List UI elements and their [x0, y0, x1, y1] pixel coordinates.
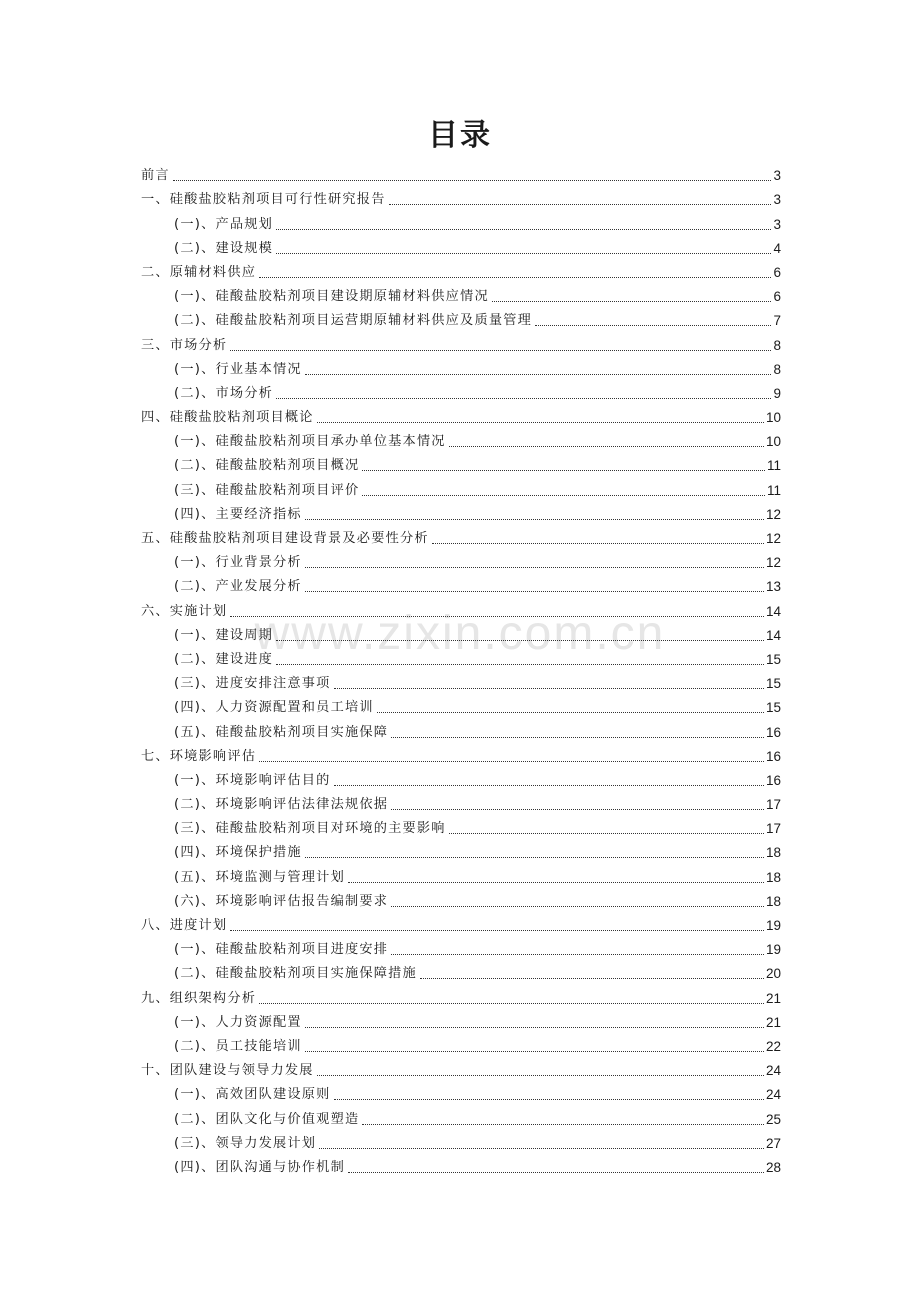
toc-entry-label: (四)、人力资源配置和员工培训: [174, 700, 374, 716]
watermark: www.zixin.com.cn: [254, 607, 666, 660]
dot-leader: [276, 229, 771, 230]
dot-leader: [259, 277, 771, 278]
toc-subentry[interactable]: [141, 621, 781, 645]
toc-entry-label: (二)、市场分析: [174, 385, 274, 401]
toc-entry[interactable]: [141, 524, 781, 548]
toc-entry-label: (二)、硅酸盐胶粘剂项目概况: [174, 458, 360, 474]
dot-leader: [362, 495, 765, 496]
toc-page-number: 3: [773, 216, 781, 232]
dot-leader: [276, 398, 771, 399]
toc-page-number: 12: [765, 531, 781, 546]
toc-entry-label: (二)、建设规模: [174, 240, 274, 256]
toc-page-number: 8: [773, 361, 781, 377]
toc-page-number: 27: [765, 1135, 781, 1151]
dot-leader: [230, 930, 764, 931]
toc-page-number: 7: [773, 313, 781, 329]
dot-leader: [391, 809, 764, 810]
dot-leader: [259, 761, 764, 762]
toc-page-number: 20: [765, 966, 781, 982]
dot-leader: [420, 978, 764, 979]
toc-entry-label: (一)、硅酸盐胶粘剂项目建设期原辅材料供应情况: [174, 289, 489, 305]
dot-leader: [305, 1027, 764, 1028]
dot-leader: [391, 737, 764, 738]
toc-entry-label: (一)、硅酸盐胶粘剂项目进度安排: [174, 942, 389, 958]
toc-entry-label: (一)、人力资源配置: [174, 1014, 302, 1030]
toc-entry-label: (四)、环境保护措施: [174, 845, 302, 861]
toc-entry-label: (二)、建设进度: [174, 651, 274, 667]
dot-leader: [389, 204, 772, 205]
toc-subentry[interactable]: [141, 282, 781, 306]
toc-subentry[interactable]: [141, 451, 781, 475]
toc-subentry[interactable]: [141, 209, 781, 233]
dot-leader: [317, 422, 764, 423]
toc-page-number: 13: [765, 579, 781, 595]
toc-entry-label: (五)、硅酸盐胶粘剂项目实施保障: [174, 724, 389, 740]
toc-page-number: 25: [765, 1111, 781, 1127]
toc-entry-label: 一、硅酸盐胶粘剂项目可行性研究报告: [141, 192, 386, 208]
toc-entry-label: (一)、硅酸盐胶粘剂项目承办单位基本情况: [174, 434, 446, 450]
toc-entry[interactable]: [141, 742, 781, 766]
toc-entry-label: 四、硅酸盐胶粘剂项目概论: [141, 410, 314, 426]
toc-subentry[interactable]: [141, 355, 781, 379]
toc-page-number: 18: [765, 893, 781, 909]
toc-entry-label: (三)、硅酸盐胶粘剂项目评价: [174, 482, 360, 498]
toc-page-number: 18: [765, 869, 781, 885]
toc-subentry[interactable]: [141, 1129, 781, 1153]
dot-leader: [319, 1148, 764, 1149]
dot-leader: [377, 712, 764, 713]
dot-leader: [317, 1075, 764, 1076]
toc-page-number: 18: [765, 845, 781, 861]
toc-subentry[interactable]: [141, 838, 781, 862]
toc-entry[interactable]: [141, 403, 781, 427]
toc-page-number: 14: [765, 603, 781, 619]
toc-entry-label: (一)、环境影响评估目的: [174, 772, 331, 788]
toc-subentry[interactable]: [141, 693, 781, 717]
toc-page-number: 4: [773, 240, 781, 256]
toc-page-number: 11: [766, 482, 781, 498]
toc-subentry[interactable]: [141, 1080, 781, 1104]
toc-entry-label: 三、市场分析: [141, 337, 228, 353]
dot-leader: [334, 1099, 764, 1100]
dot-leader: [492, 301, 772, 302]
toc-subentry[interactable]: [141, 887, 781, 911]
toc-entry-label: 七、环境影响评估: [141, 748, 257, 764]
toc-page-number: 21: [765, 1014, 781, 1030]
toc-page-number: 16: [765, 724, 781, 740]
toc-entry-label: (四)、团队沟通与协作机制: [174, 1159, 345, 1175]
toc-entry-label: (三)、硅酸盐胶粘剂项目对环境的主要影响: [174, 821, 446, 837]
toc-subentry[interactable]: [141, 234, 781, 258]
dot-leader: [334, 688, 764, 689]
toc-entry-label: 六、实施计划: [141, 603, 228, 619]
dot-leader: [432, 543, 764, 544]
toc-entry-label: (三)、进度安排注意事项: [174, 676, 331, 692]
toc-subentry[interactable]: [141, 306, 781, 330]
toc-subentry[interactable]: [141, 959, 781, 983]
toc-subentry[interactable]: [141, 427, 781, 451]
dot-leader: [305, 1051, 764, 1052]
toc-entry[interactable]: [141, 161, 781, 185]
toc-entry-label: (二)、环境影响评估法律法规依据: [174, 797, 389, 813]
toc-entry-label: (二)、团队文化与价值观塑造: [174, 1111, 360, 1127]
toc-subentry[interactable]: [141, 475, 781, 499]
toc-subentry[interactable]: [141, 1104, 781, 1128]
toc-subentry[interactable]: [141, 717, 781, 741]
dot-leader: [362, 1124, 764, 1125]
toc-entry[interactable]: [141, 983, 781, 1007]
toc-subentry[interactable]: [141, 814, 781, 838]
toc-page-number: 10: [765, 410, 781, 426]
dot-leader: [305, 519, 764, 520]
toc-entry[interactable]: [141, 258, 781, 282]
dot-leader: [259, 1003, 764, 1004]
dot-leader: [348, 882, 764, 883]
dot-leader: [276, 664, 764, 665]
toc-entry-label: (二)、硅酸盐胶粘剂项目实施保障措施: [174, 966, 417, 982]
toc-page-number: 19: [765, 918, 781, 933]
toc-entry[interactable]: [141, 185, 781, 209]
toc-entry[interactable]: [141, 911, 781, 935]
toc-page-number: 17: [765, 821, 781, 837]
toc-subentry[interactable]: [141, 548, 781, 572]
toc-page-number: 14: [765, 627, 781, 643]
toc-entry-label: (三)、领导力发展计划: [174, 1135, 317, 1151]
toc-subentry[interactable]: [141, 645, 781, 669]
dot-leader: [449, 446, 764, 447]
toc-page-number: 22: [765, 1038, 781, 1054]
toc-subentry[interactable]: [141, 766, 781, 790]
dot-leader: [276, 640, 764, 641]
dot-leader: [334, 785, 764, 786]
toc-subentry[interactable]: [141, 1153, 781, 1177]
toc-page-number: 11: [766, 458, 781, 474]
toc-subentry[interactable]: [141, 862, 781, 886]
dot-leader: [276, 253, 771, 254]
toc-entry-label: (二)、产业发展分析: [174, 579, 302, 595]
dot-leader: [173, 180, 772, 181]
dot-leader: [449, 833, 764, 834]
toc-page-number: 15: [765, 700, 781, 716]
toc-page-number: 3: [773, 192, 781, 208]
toc-entry-label: 二、原辅材料供应: [141, 264, 257, 280]
toc-entry-label: (一)、行业背景分析: [174, 555, 302, 571]
dot-leader: [305, 857, 764, 858]
table-of-contents: [141, 161, 781, 1177]
toc-entry-label: (一)、行业基本情况: [174, 361, 302, 377]
toc-entry-label: 九、组织架构分析: [141, 990, 257, 1006]
dot-leader: [230, 350, 771, 351]
dot-leader: [348, 1172, 764, 1173]
toc-page-number: 28: [765, 1159, 781, 1175]
toc-entry[interactable]: [141, 1056, 781, 1080]
dot-leader: [305, 374, 772, 375]
toc-page-number: 6: [773, 289, 781, 305]
toc-entry-label: 前言: [141, 168, 170, 184]
toc-page-number: 8: [773, 337, 781, 353]
toc-subentry[interactable]: [141, 669, 781, 693]
toc-subentry[interactable]: [141, 379, 781, 403]
toc-entry[interactable]: [141, 596, 781, 620]
toc-page-number: 16: [765, 748, 781, 764]
toc-subentry[interactable]: [141, 500, 781, 524]
toc-page-number: 10: [765, 434, 781, 450]
toc-page-number: 24: [765, 1087, 781, 1103]
toc-entry-label: (二)、员工技能培训: [174, 1038, 302, 1054]
toc-page-number: 19: [765, 942, 781, 958]
toc-title: 目录: [428, 118, 492, 153]
dot-leader: [230, 616, 764, 617]
toc-entry-label: 十、团队建设与领导力发展: [141, 1063, 314, 1079]
toc-page-number: 9: [773, 385, 781, 401]
toc-subentry[interactable]: [141, 790, 781, 814]
toc-page-number: 6: [773, 264, 781, 280]
toc-page-number: 12: [765, 506, 781, 522]
toc-entry-label: (一)、建设周期: [174, 627, 274, 643]
toc-page-number: 15: [765, 676, 781, 692]
toc-entry-label: 五、硅酸盐胶粘剂项目建设背景及必要性分析: [141, 531, 429, 546]
toc-page-number: 21: [765, 990, 781, 1006]
toc-subentry[interactable]: [141, 1008, 781, 1032]
toc-page-number: 16: [765, 772, 781, 788]
toc-page-number: 24: [765, 1063, 781, 1079]
toc-page-number: 17: [765, 797, 781, 813]
toc-entry-label: (五)、环境监测与管理计划: [174, 869, 345, 885]
dot-leader: [305, 591, 764, 592]
toc-subentry[interactable]: [141, 1032, 781, 1056]
toc-entry-label: 八、进度计划: [141, 918, 228, 933]
dot-leader: [391, 954, 764, 955]
toc-page-number: 3: [773, 168, 781, 184]
toc-entry-label: (六)、环境影响评估报告编制要求: [174, 893, 389, 909]
dot-leader: [535, 325, 771, 326]
toc-entry-label: (四)、主要经济指标: [174, 506, 302, 522]
toc-entry-label: (二)、硅酸盐胶粘剂项目运营期原辅材料供应及质量管理: [174, 313, 532, 329]
dot-leader: [362, 470, 765, 471]
toc-entry[interactable]: [141, 330, 781, 354]
toc-entry-label: (一)、产品规划: [174, 216, 274, 232]
dot-leader: [391, 906, 764, 907]
toc-subentry[interactable]: [141, 935, 781, 959]
toc-page-number: 12: [765, 555, 781, 571]
dot-leader: [305, 567, 764, 568]
toc-subentry[interactable]: [141, 572, 781, 596]
toc-entry-label: (一)、高效团队建设原则: [174, 1087, 331, 1103]
toc-page-number: 15: [765, 651, 781, 667]
